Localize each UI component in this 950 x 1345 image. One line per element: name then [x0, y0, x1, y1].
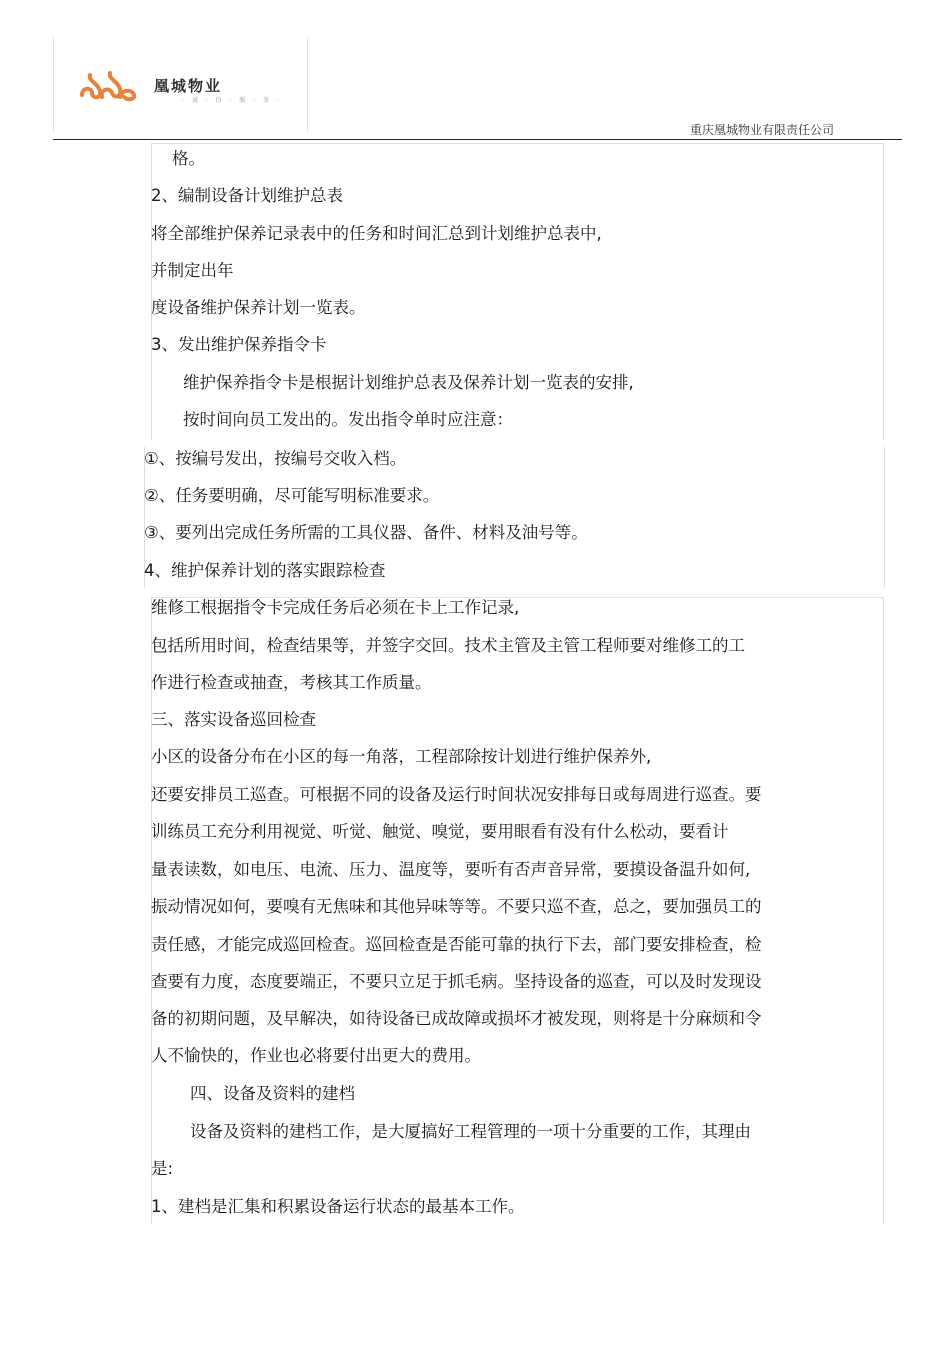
- logo-tagline: · 诚 · 信 · 服 · 务 ·: [182, 97, 282, 104]
- company-logo-icon: [78, 69, 140, 103]
- company-name: 重庆凰城物业有限责任公司: [690, 123, 835, 137]
- body-line: 是:: [151, 1159, 174, 1178]
- body-line: 设备及资料的建档工作，是大厦搞好工程管理的一项十分重要的工作，其理由: [190, 1122, 751, 1141]
- body-line: 作进行检查或抽查，考核其工作质量。: [151, 673, 432, 692]
- body-line: 维护保养指令卡是根据计划维护总表及保养计划一览表的安排,: [183, 373, 634, 392]
- body-line: 按时间向员工发出的。发出指令单时应注意：: [183, 410, 513, 429]
- body-line: 四、设备及资料的建档: [190, 1084, 355, 1103]
- body-line: 训练员工充分利用视觉、听觉、触觉、嗅觉，要用眼看有没有什么松动，要看计: [151, 822, 729, 841]
- header-logo-box: [53, 37, 308, 133]
- body-line: 3、发出维护保养指令卡: [151, 335, 327, 354]
- body-line: 人不愉快的，作业也必将要付出更大的费用。: [151, 1046, 481, 1065]
- body-line: 查要有力度，态度要端正，不要只立足于抓毛病。坚持设备的巡查，可以及时发现设: [151, 972, 762, 991]
- body-line: 量表读数，如电压、电流、压力、温度等，要听有否声音异常，要摸设备温升如何,: [151, 860, 751, 879]
- body-line: 小区的设备分布在小区的每一角落，工程部除按计划进行维护保养外,: [151, 747, 652, 766]
- body-line: 包括所用时间，检查结果等，并签字交回。技术主管及主管工程师要对维修工的工: [151, 636, 745, 655]
- body-line: 责任感，才能完成巡回检查。巡回检查是否能可靠的执行下去，部门要安排检查，检: [151, 935, 762, 954]
- body-line: 振动情况如何，要嗅有无焦味和其他异味等等。不要只巡不查，总之，要加强员工的: [151, 897, 762, 916]
- body-line: 维修工根据指令卡完成任务后必须在卡上工作记录,: [151, 598, 520, 617]
- body-line: ①、按编号发出，按编号交收入档。: [144, 449, 407, 468]
- body-line: ③、要列出完成任务所需的工具仪器、备件、材料及油号等。: [144, 523, 588, 542]
- body-line: 2、编制设备计划维护总表: [151, 186, 343, 205]
- body-line: 并制定出年: [151, 261, 234, 280]
- body-line: 还要安排员工巡查。可根据不同的设备及运行时间状况安排每日或每周进行巡查。要: [151, 785, 762, 804]
- body-line: 度设备维护保养计划一览表。: [151, 298, 366, 317]
- body-line: 备的初期问题，及早解决，如待设备已成故障或损坏才被发现，则将是十分麻烦和令: [151, 1009, 762, 1028]
- body-line: ②、任务要明确，尽可能写明标准要求。: [144, 486, 440, 505]
- logo-name: 凰城物业: [154, 77, 223, 95]
- body-line: 1、建档是汇集和积累设备运行状态的最基本工作。: [151, 1197, 525, 1216]
- header-rule: [53, 139, 902, 140]
- body-line: 格。: [172, 149, 205, 168]
- body-line: 4、维护保养计划的落实跟踪检查: [144, 561, 386, 580]
- body-line: 三、落实设备巡回检查: [151, 710, 316, 729]
- body-line: 将全部维护保养记录表中的任务和时间汇总到计划维护总表中,: [151, 224, 602, 243]
